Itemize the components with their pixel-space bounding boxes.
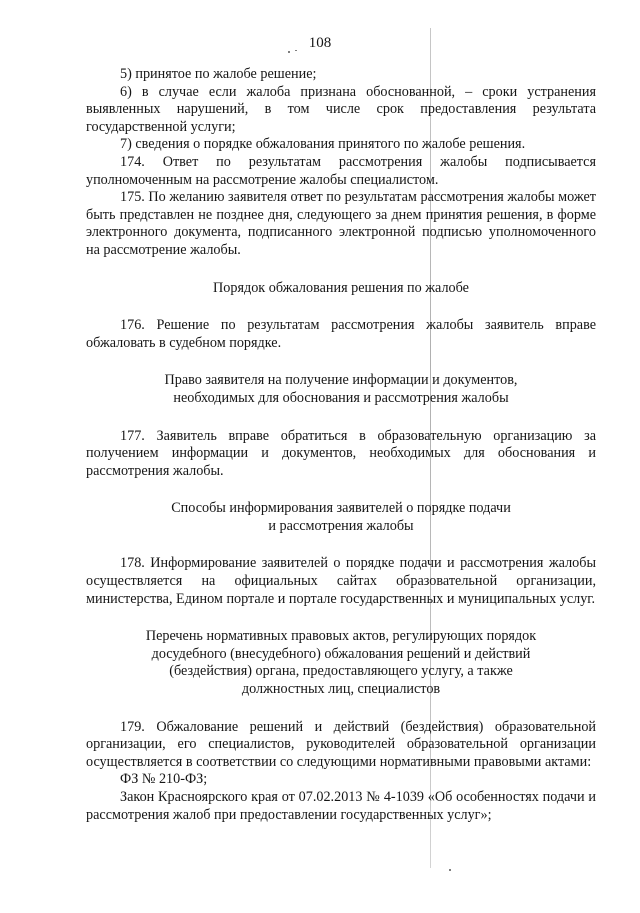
paragraph-178: 178. Информирование заявителей о порядке подачи и рассмотрения жалобы осуществляется на официальных сайтах образовательной организации, министерства, Едином портале и портале государственных и муниципальных услуг. <box>86 555 596 607</box>
legal-act-item: Закон Красноярского края от 07.02.2013 № 4-1039 «Об особенностях подачи и рассмотрения жалоб при предоставлении государственных услуг»; <box>86 789 596 823</box>
heading-line: и рассмотрения жалобы <box>268 517 414 534</box>
heading-line: должностных лиц, специалистов <box>241 681 441 698</box>
heading-line: Право заявителя на получение информации и документов, <box>164 372 518 389</box>
list-item-6: 6) в случае если жалоба признана обоснованной, – сроки устранения выявленных нарушений, в том числе срок предоставления результата государственной услуги; <box>86 83 596 135</box>
page-number: 108 <box>308 35 332 51</box>
list-item-5: 5) принятое по жалобе решение; <box>120 66 317 82</box>
heading-line: Перечень нормативных правовых актов, регулирующих порядок <box>145 628 537 645</box>
section-heading-legal-acts <box>86 628 596 698</box>
heading-line: необходимых для обоснования и рассмотрения жалобы <box>173 389 509 406</box>
heading-line: (бездействия) органа, предоставляющего услугу, а также <box>169 663 513 680</box>
paragraph-179: 179. Обжалование решений и действий (бездействия) образовательной организации, его специалистов, руководителей образовательной организации осуществляется в соответствии со следующими нормативными правовыми актами: <box>86 718 596 770</box>
document-body <box>86 66 596 824</box>
section-heading-right-to-information <box>86 372 596 407</box>
heading-line: Способы информирования заявителей о порядке подачи <box>171 500 511 517</box>
legal-act-item: ФЗ № 210-ФЗ; <box>120 771 208 788</box>
heading-line: Порядок обжалования решения по жалобе <box>213 279 469 296</box>
section-heading-appeal-order <box>86 280 596 298</box>
scan-speck <box>449 869 451 871</box>
heading-line: досудебного (внесудебного) обжалования решений и действий <box>151 645 531 662</box>
paragraph-176: 176. Решение по результатам рассмотрения жалобы заявитель вправе обжаловать в судебном порядке. <box>86 317 596 351</box>
paragraph-177: 177. Заявитель вправе обратиться в образовательную организацию за получением информации и документов, необходимых для обоснования и рассмотрения жалобы. <box>86 427 596 479</box>
list-item-7: 7) сведения о порядке обжалования принятого по жалобе решения. <box>120 136 526 153</box>
section-heading-informing-methods <box>86 500 596 535</box>
paragraph-175: 175. По желанию заявителя ответ по результатам рассмотрения жалобы может быть представлен не позднее дня, следующего за днем принятия решения, в форме электронного документа, подписанного электронной подписью уполномоченного на рассмотрение жалобы. <box>86 189 596 258</box>
paragraph-174: 174. Ответ по результатам рассмотрения жалобы подписывается уполномоченным на рассмотрение жалобы специалистом. <box>86 153 596 188</box>
